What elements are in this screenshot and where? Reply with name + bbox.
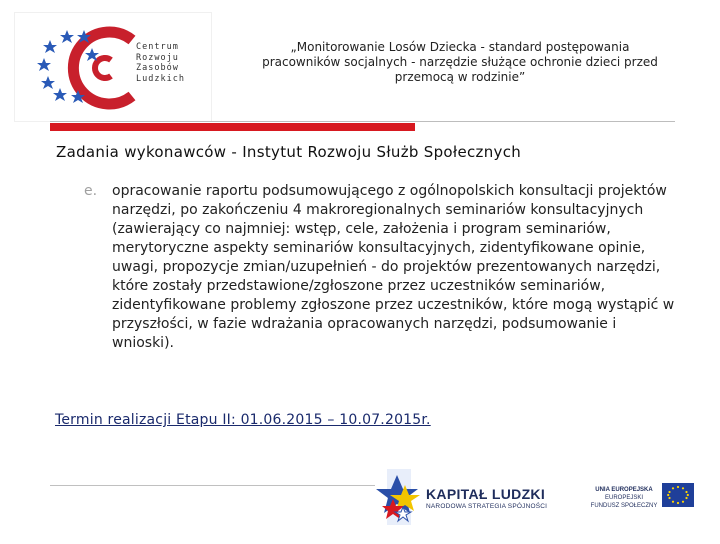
logo-line: Ludzkich xyxy=(136,73,185,84)
list-marker: e. xyxy=(84,183,98,199)
presentation-title: „Monitorowanie Losów Dziecka - standard postępowania pracowników socjalnych - narzędzie służące ochronie dzieci przed przemocą w rodzinie” xyxy=(262,40,658,84)
item-paragraph: (zawierający co najmniej: wstęp, cele, założenia i program seminariów, merytoryczne aspekty seminariów konsultacyjnych, zidentyfikowane opinie, uwagi, propozycje zmian/uzupełnień - do projektów prezentowanych narzędzi, które zostały przedstawione/zgłoszone przez uczestników seminariów, zidentyfikowane problemy zgłoszone przez uczestników, które mogą wystąpić w przyszłości, w fazie wdrażania opracowanych narzędzi, podsumowanie i wnioski). xyxy=(112,221,675,351)
footer-divider xyxy=(50,485,375,486)
list-item-text xyxy=(112,182,682,353)
accent-bar xyxy=(50,123,415,131)
eu-label xyxy=(585,486,663,510)
logo-text xyxy=(136,42,185,84)
eu-flag-icon xyxy=(662,483,694,507)
deadline-link[interactable]: Termin realizacji Etapu II: 01.06.2015 – 10.07.2015r. xyxy=(55,412,431,428)
kapital-ludzki-emblem-icon xyxy=(376,469,420,525)
eu-label-line: FUNDUSZ SPOŁECZNY xyxy=(590,503,658,509)
item-paragraph: opracowanie raportu podsumowującego z ogólnopolskich konsultacji projektów narzędzi, po zakończeniu 4 makroregionalnych seminariów konsultacyjnych xyxy=(112,183,667,218)
logo-line: Centrum xyxy=(136,42,179,52)
slide-heading: Zadania wykonawców - Instytut Rozwoju Służb Społecznych xyxy=(56,143,522,161)
eu-label-line: EUROPEJSKI xyxy=(604,495,643,501)
logo-line: Zasobów xyxy=(136,63,179,73)
crzl-logo xyxy=(14,12,212,122)
header-divider xyxy=(50,121,675,122)
logo-line: Rozwoju xyxy=(136,52,179,63)
eu-label-line: UNIA EUROPEJSKA xyxy=(595,487,653,493)
kapital-ludzki-subtitle: NARODOWA STRATEGIA SPÓJNOŚCI xyxy=(426,503,548,510)
kapital-ludzki-title: KAPITAŁ LUDZKI xyxy=(426,486,546,502)
